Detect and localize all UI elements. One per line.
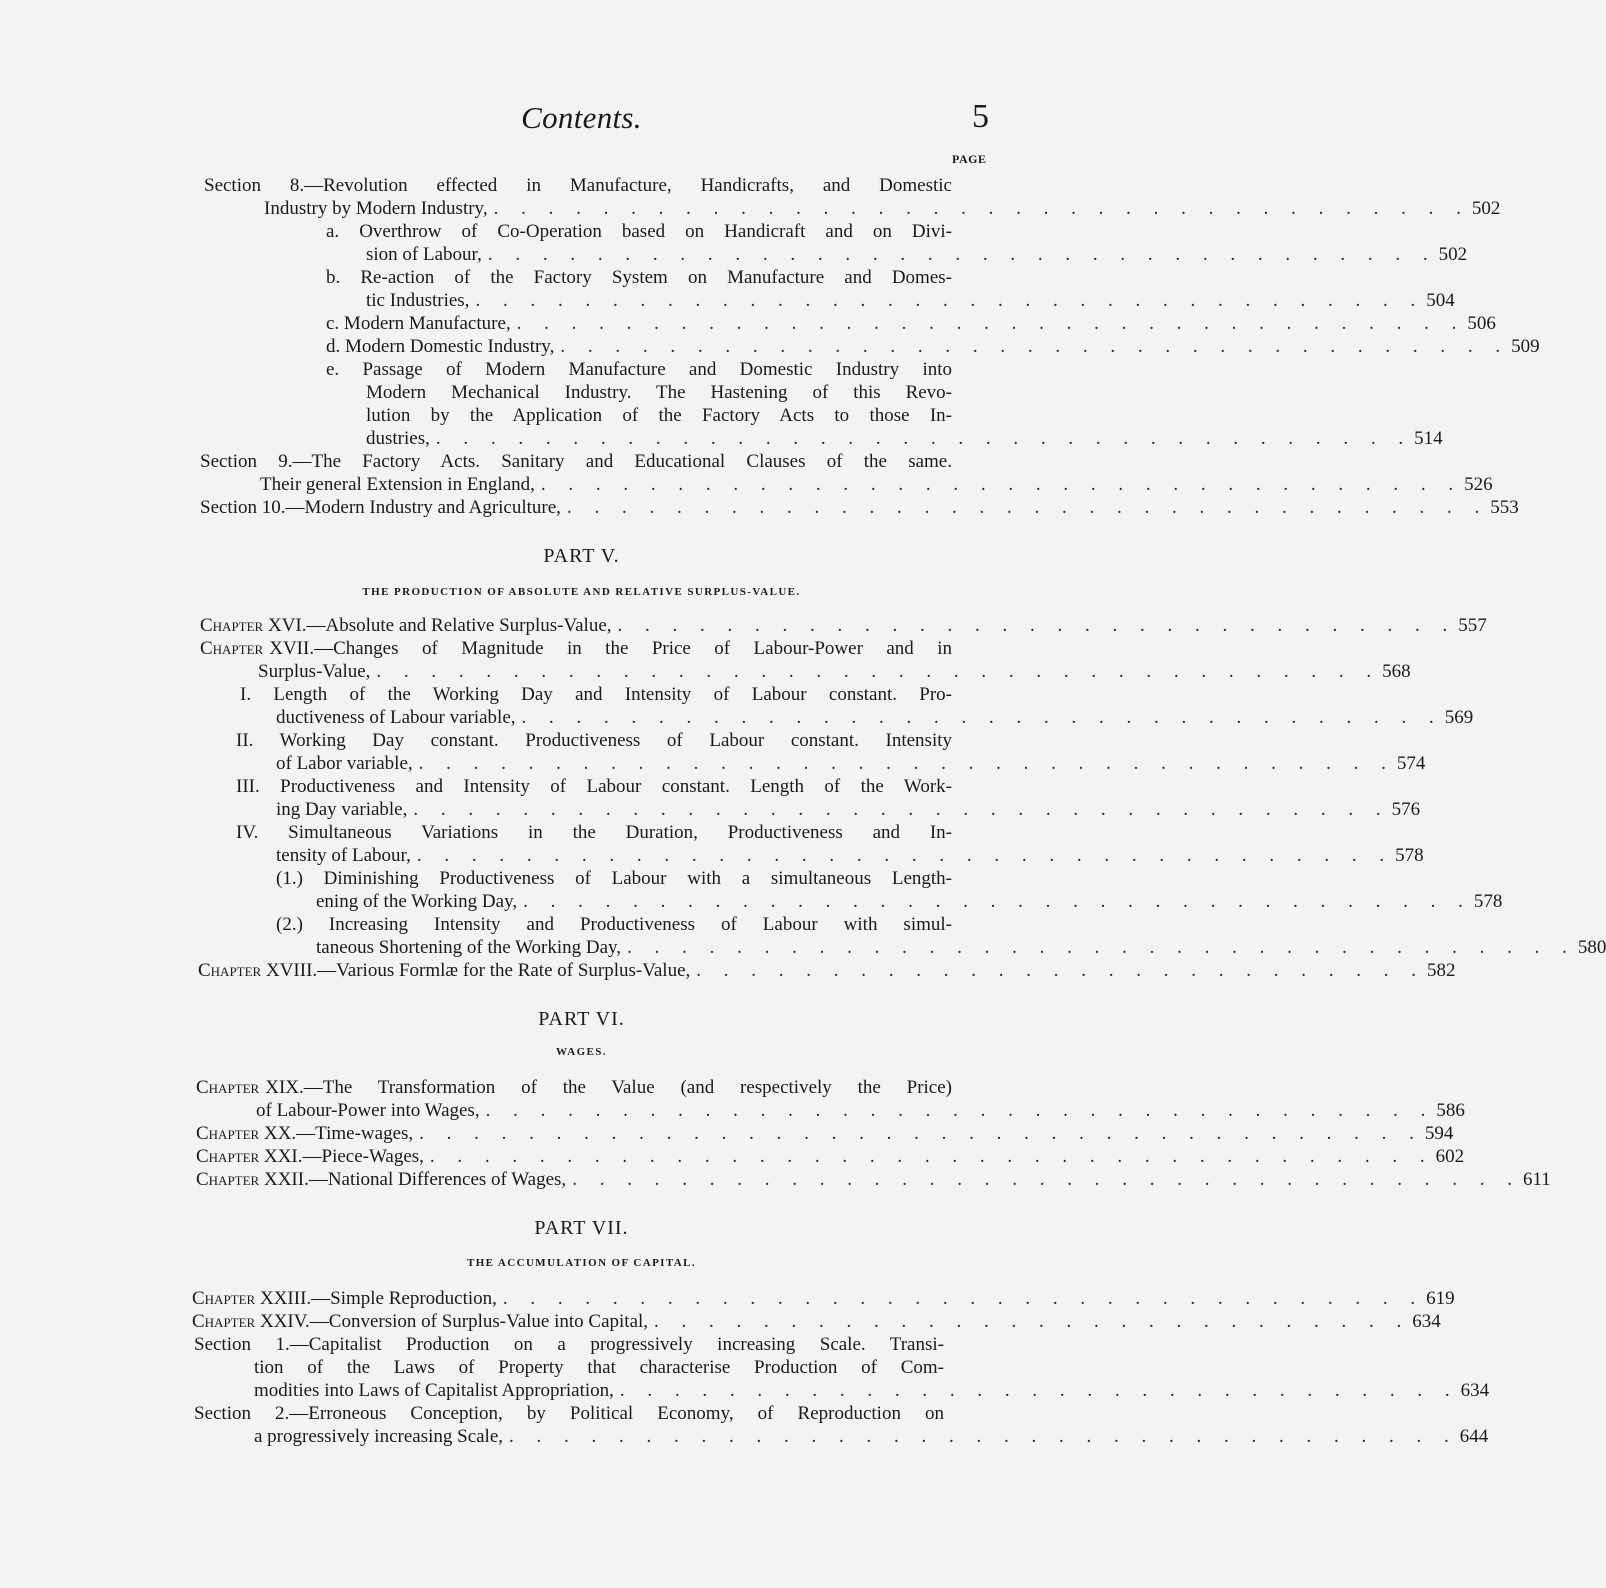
toc-entry-text bbox=[198, 959, 696, 982]
toc-line: Section 1.—Capitalist Production on a progressively increasing Scale. Transi- bbox=[194, 1334, 944, 1355]
toc-line: Section 9.—The Factory Acts. Sanitary and Educational Clauses of the same. bbox=[200, 451, 952, 472]
toc-entry-text: modities into Laws of Capitalist Appropriation, bbox=[254, 1380, 614, 1401]
toc-line: I. Length of the Working Day and Intensity of Labour constant. Pro- bbox=[240, 684, 952, 705]
toc-line bbox=[200, 637, 952, 660]
toc-entry-text: Section 10.—Modern Industry and Agriculture, bbox=[200, 497, 561, 518]
chapter-label: Chapter bbox=[200, 638, 264, 659]
toc-entry: tensity of Labour, . . . . . . . . . . . . . . . . . . . . . . . . . . . . . . . . . . . . 578 bbox=[276, 845, 1424, 866]
toc-entry-text: tensity of Labour, bbox=[276, 845, 411, 866]
toc-entry: c. Modern Manufacture, . . . . . . . . . . . . . . . . . . . . . . . . . . . . . . . . . . . 506 bbox=[326, 313, 1496, 334]
chapter-title: XX.—Time-wages, bbox=[263, 1123, 414, 1144]
toc-line: (2.) Increasing Intensity and Productiveness of Labour with simul- bbox=[276, 914, 952, 935]
chapter-label: Chapter bbox=[196, 1169, 260, 1190]
toc-entry-text bbox=[200, 614, 618, 637]
chapter-title: XVII.—Changes of Magnitude in the Price of Labour-Power and in bbox=[269, 638, 952, 659]
toc-entry-text: Industry by Modern Industry, bbox=[264, 198, 488, 219]
toc-entry: Section 10.—Modern Industry and Agriculture, . . . . . . . . . . . . . . . . . . . . . . . . . . . . . . . . . . 553 bbox=[200, 497, 1519, 518]
chapter-title: XXIII.—Simple Reproduction, bbox=[259, 1288, 497, 1309]
toc-entry-text: of Labor variable, bbox=[276, 753, 413, 774]
toc-page-ref: 634 bbox=[1412, 1311, 1441, 1332]
toc-page-ref: 594 bbox=[1424, 1123, 1454, 1144]
toc-entry: modities into Laws of Capitalist Appropriation, . . . . . . . . . . . . . . . . . . . . . . . . . . . . . . . 634 bbox=[254, 1380, 1490, 1401]
toc-line: Modern Mechanical Industry. The Hastening of this Revo- bbox=[366, 382, 952, 403]
toc-page-ref: 514 bbox=[1414, 428, 1443, 449]
toc-page-ref: 506 bbox=[1467, 313, 1496, 334]
chapter-label: Chapter bbox=[196, 1077, 260, 1098]
toc-page-ref: 586 bbox=[1436, 1100, 1465, 1121]
toc-entry-text: d. Modern Domestic Industry, bbox=[326, 336, 555, 357]
toc-page-ref: 582 bbox=[1427, 960, 1456, 981]
toc-entry: Chapter XXIII.—Simple Reproduction, . . . . . . . . . . . . . . . . . . . . . . . . . . . . . . . . . . 619 bbox=[192, 1288, 1455, 1309]
toc-page-ref: 574 bbox=[1396, 753, 1426, 774]
toc-entry: Chapter XVIII.—Various Formlæ for the Rate of Surplus-Value, . . . . . . . . . . . . . . . . . . . . . . . . . . . 582 bbox=[198, 960, 1456, 981]
toc-entry: ductiveness of Labour variable, . . . . . . . . . . . . . . . . . . . . . . . . . . . . . . . . . . 569 bbox=[276, 707, 1474, 728]
toc-entry: Their general Extension in England, . . . . . . . . . . . . . . . . . . . . . . . . . . . . . . . . . . 526 bbox=[260, 474, 1493, 495]
chapter-title: XIX.—The Transformation of the Value (and respectively the Price) bbox=[265, 1077, 952, 1098]
toc-entry-text: dustries, bbox=[366, 428, 430, 449]
toc-page-ref: 569 bbox=[1444, 707, 1474, 728]
toc-page-ref: 576 bbox=[1391, 799, 1421, 820]
toc-entry: ing Day variable, . . . . . . . . . . . . . . . . . . . . . . . . . . . . . . . . . . . . 576 bbox=[276, 799, 1421, 820]
toc-line: (1.) Diminishing Productiveness of Labour with a simultaneous Length- bbox=[276, 868, 952, 889]
toc-page-ref: 619 bbox=[1426, 1288, 1455, 1309]
toc-page-ref: 557 bbox=[1458, 615, 1487, 636]
toc-page-ref: 568 bbox=[1382, 661, 1411, 682]
toc-entry-text: c. Modern Manufacture, bbox=[326, 313, 511, 334]
chapter-title: XXI.—Piece-Wages, bbox=[263, 1146, 424, 1167]
toc-entry: dustries, . . . . . . . . . . . . . . . . . . . . . . . . . . . . . . . . . . . . 514 bbox=[366, 428, 1443, 449]
toc-entry: of Labour-Power into Wages, . . . . . . . . . . . . . . . . . . . . . . . . . . . . . . . . . . . 586 bbox=[256, 1100, 1465, 1121]
chapter-title: XVI.—Absolute and Relative Surplus-Value, bbox=[267, 615, 612, 636]
part-heading: PART VI. bbox=[538, 1008, 625, 1030]
toc-line bbox=[196, 1076, 952, 1099]
toc-page-ref: 611 bbox=[1522, 1169, 1551, 1190]
toc-page-ref: 502 bbox=[1438, 244, 1468, 265]
toc-page-ref: 526 bbox=[1464, 474, 1493, 495]
toc-page-ref: 502 bbox=[1471, 198, 1501, 219]
chapter-label: Chapter bbox=[192, 1311, 256, 1332]
toc-entry-text: Surplus-Value, bbox=[258, 661, 371, 682]
toc-entry: Chapter XXI.—Piece-Wages, . . . . . . . . . . . . . . . . . . . . . . . . . . . . . . . . . . . . . 602 bbox=[196, 1146, 1465, 1167]
toc-page-ref: 504 bbox=[1426, 290, 1455, 311]
toc-entry-text bbox=[192, 1287, 503, 1310]
toc-entry: sion of Labour, . . . . . . . . . . . . . . . . . . . . . . . . . . . . . . . . . . . 502 bbox=[366, 244, 1468, 265]
toc-entry: Chapter XXIV.—Conversion of Surplus-Value into Capital, . . . . . . . . . . . . . . . . . . . . . . . . . . . . 634 bbox=[192, 1311, 1441, 1332]
chapter-label: Chapter bbox=[196, 1146, 260, 1167]
page-column-label: PAGE bbox=[952, 152, 987, 166]
toc-page-ref: 578 bbox=[1473, 891, 1503, 912]
toc-entry: a progressively increasing Scale, . . . . . . . . . . . . . . . . . . . . . . . . . . . . . . . . . . . 644 bbox=[254, 1426, 1489, 1447]
chapter-label: Chapter bbox=[192, 1288, 256, 1309]
toc-line: tion of the Laws of Property that characterise Production of Com- bbox=[254, 1357, 944, 1378]
part-subtitle: THE PRODUCTION OF ABSOLUTE AND RELATIVE SURPLUS-VALUE. bbox=[362, 586, 801, 598]
toc-line: IV. Simultaneous Variations in the Duration, Productiveness and In- bbox=[236, 822, 952, 843]
toc-line: lution by the Application of the Factory Acts to those In- bbox=[366, 405, 952, 426]
toc-line: II. Working Day constant. Productiveness of Labour constant. Intensity bbox=[236, 730, 952, 751]
toc-entry-text: ductiveness of Labour variable, bbox=[276, 707, 516, 728]
toc-entry-text: ening of the Working Day, bbox=[316, 891, 518, 912]
chapter-title: XXII.—National Differences of Wages, bbox=[263, 1169, 567, 1190]
toc-entry-text: tic Industries, bbox=[366, 290, 470, 311]
toc-entry-text: Their general Extension in England, bbox=[260, 474, 535, 495]
toc-line: b. Re-action of the Factory System on Manufacture and Domes- bbox=[326, 267, 952, 288]
chapter-label: Chapter bbox=[198, 960, 262, 981]
part-subtitle: WAGES. bbox=[556, 1046, 607, 1058]
toc-page-ref: 644 bbox=[1459, 1426, 1489, 1447]
toc-entry: taneous Shortening of the Working Day, . . . . . . . . . . . . . . . . . . . . . . . . . . . . . . . . . . . 580 bbox=[316, 937, 1606, 958]
toc-line: e. Passage of Modern Manufacture and Domestic Industry into bbox=[326, 359, 952, 380]
toc-entry-text bbox=[192, 1310, 654, 1333]
toc-entry-text bbox=[196, 1145, 430, 1168]
page-title: Contents. bbox=[521, 100, 642, 135]
part-heading: PART V. bbox=[543, 545, 620, 567]
toc-entry: Industry by Modern Industry, . . . . . . . . . . . . . . . . . . . . . . . . . . . . . . . . . . . . 502 bbox=[264, 198, 1501, 219]
toc-entry: Surplus-Value, . . . . . . . . . . . . . . . . . . . . . . . . . . . . . . . . . . . . . 568 bbox=[258, 661, 1411, 682]
toc-entry: of Labor variable, . . . . . . . . . . . . . . . . . . . . . . . . . . . . . . . . . . . . 574 bbox=[276, 753, 1426, 774]
page-number: 5 bbox=[972, 98, 989, 135]
toc-page-ref: 578 bbox=[1395, 845, 1424, 866]
toc-page-ref: 509 bbox=[1511, 336, 1540, 357]
toc-entry-text bbox=[196, 1168, 572, 1191]
chapter-title: XXIV.—Conversion of Surplus-Value into Capital, bbox=[259, 1311, 649, 1332]
toc-entry-text bbox=[196, 1122, 419, 1145]
toc-entry-text: taneous Shortening of the Working Day, bbox=[316, 937, 622, 958]
toc-page-ref: 634 bbox=[1460, 1380, 1490, 1401]
chapter-label: Chapter bbox=[196, 1123, 260, 1144]
toc-entry-text: sion of Labour, bbox=[366, 244, 482, 265]
toc-line: Section 8.—Revolution effected in Manufacture, Handicrafts, and Domestic bbox=[204, 175, 952, 196]
toc-entry-text: a progressively increasing Scale, bbox=[254, 1426, 504, 1447]
toc-page-ref: 602 bbox=[1435, 1146, 1465, 1167]
toc-page-ref: 553 bbox=[1490, 497, 1519, 518]
toc-entry: d. Modern Domestic Industry, . . . . . . . . . . . . . . . . . . . . . . . . . . . . . . . . . . . 509 bbox=[326, 336, 1540, 357]
toc-entry: Chapter XXII.—National Differences of Wages, . . . . . . . . . . . . . . . . . . . . . . . . . . . . . . . . . . . 611 bbox=[196, 1169, 1551, 1190]
toc-entry: Chapter XVI.—Absolute and Relative Surplus-Value, . . . . . . . . . . . . . . . . . . . . . . . . . . . . . . . 557 bbox=[200, 615, 1487, 636]
toc-entry: tic Industries, . . . . . . . . . . . . . . . . . . . . . . . . . . . . . . . . . . . 504 bbox=[366, 290, 1455, 311]
toc-entry-text: ing Day variable, bbox=[276, 799, 408, 820]
part-subtitle: THE ACCUMULATION OF CAPITAL. bbox=[466, 1257, 697, 1269]
toc-entry: ening of the Working Day, . . . . . . . . . . . . . . . . . . . . . . . . . . . . . . . . . . . 578 bbox=[316, 891, 1503, 912]
toc-page-ref: 580 bbox=[1577, 937, 1606, 958]
chapter-title: XVIII.—Various Formlæ for the Rate of Surplus-Value, bbox=[265, 960, 691, 981]
toc-entry-text: of Labour-Power into Wages, bbox=[256, 1100, 480, 1121]
chapter-label: Chapter bbox=[200, 615, 264, 636]
toc-entry: Chapter XX.—Time-wages, . . . . . . . . . . . . . . . . . . . . . . . . . . . . . . . . . . . . . 594 bbox=[196, 1123, 1454, 1144]
toc-line: a. Overthrow of Co-Operation based on Handicraft and on Divi- bbox=[326, 221, 952, 242]
part-heading: PART VII. bbox=[534, 1217, 629, 1239]
toc-line: III. Productiveness and Intensity of Labour constant. Length of the Work- bbox=[236, 776, 952, 797]
toc-line: Section 2.—Erroneous Conception, by Political Economy, of Reproduction on bbox=[194, 1403, 944, 1424]
